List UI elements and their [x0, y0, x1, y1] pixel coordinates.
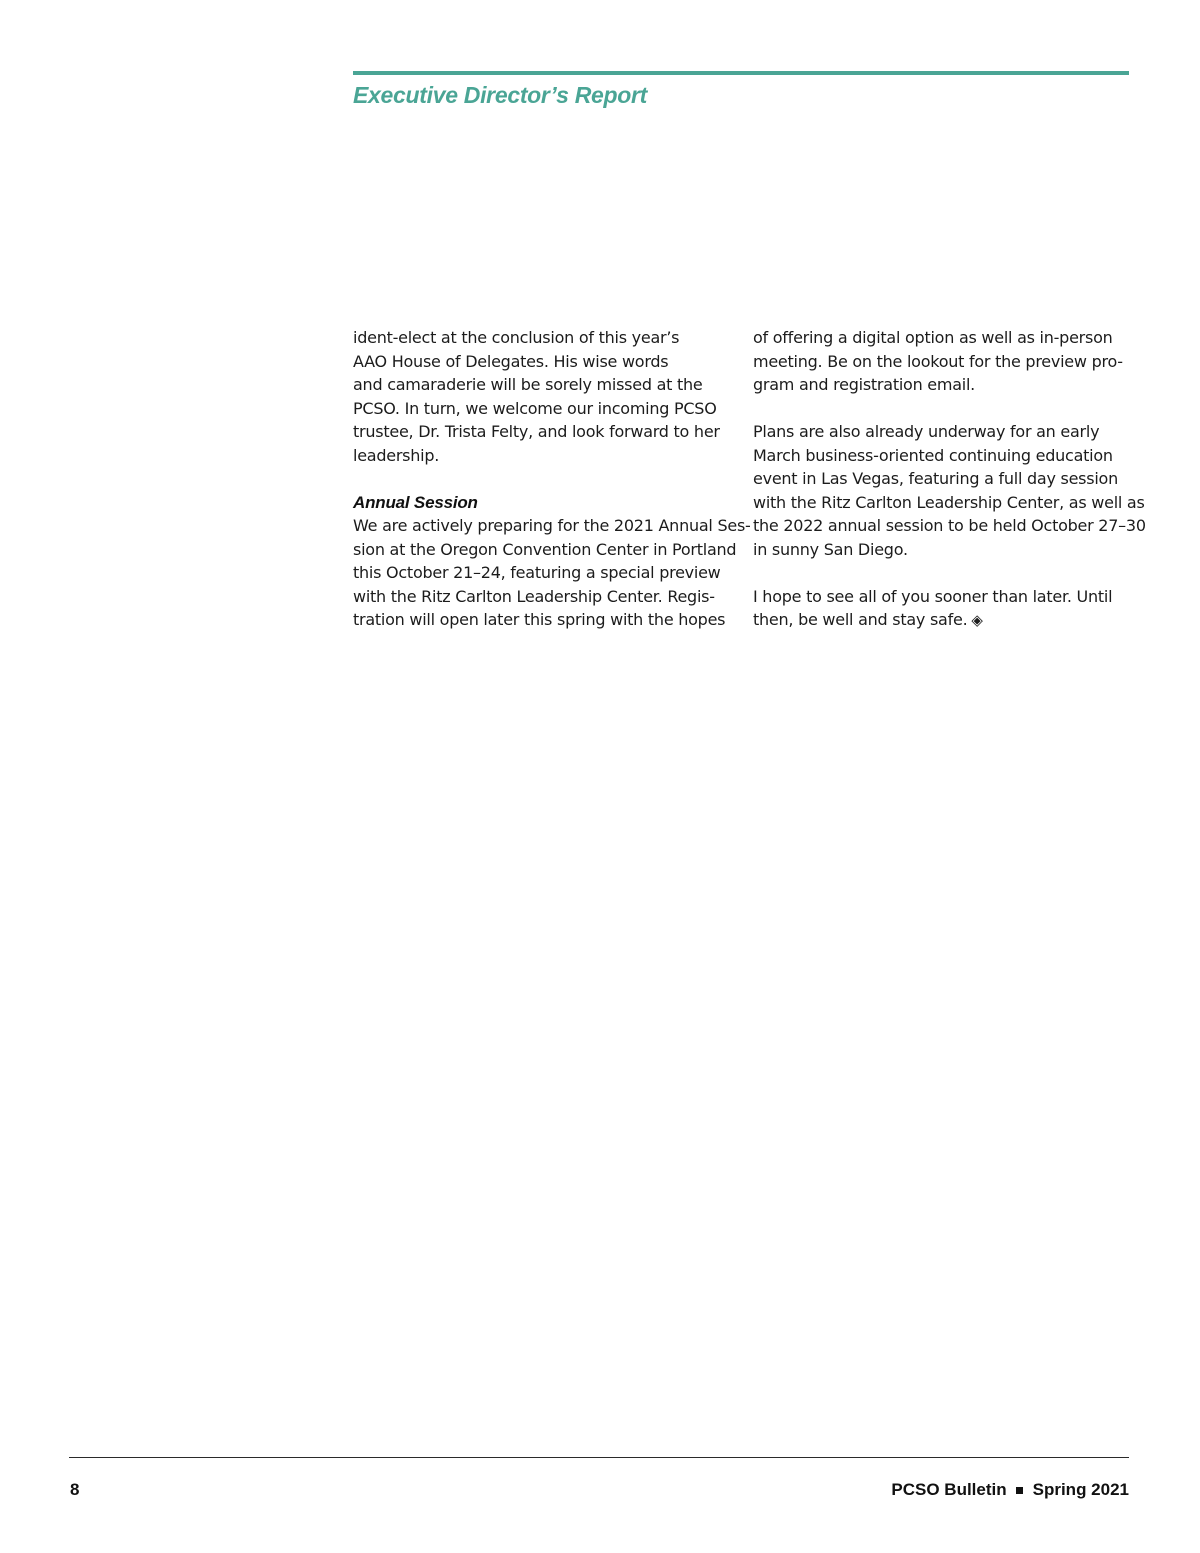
footer-publication-info [891, 1480, 1129, 1500]
body-text-line: tration will open later this spring with the hopes [353, 610, 726, 629]
footer-rule [69, 1457, 1129, 1458]
paragraph-gap [353, 467, 733, 491]
header-rule [353, 71, 1129, 75]
body-text-line: ident-elect at the conclusion of this year’s [353, 328, 680, 347]
body-text-line: the 2022 annual session to be held October 27–30 [753, 516, 1146, 535]
paragraph-gap [753, 397, 1133, 421]
body-text-line: gram and registration email. [753, 375, 976, 394]
body-text-line: leadership. [353, 445, 440, 465]
body-text-line: March business-oriented continuing education [753, 445, 1113, 465]
end-of-article-icon: ◈ [971, 611, 983, 629]
body-text-line: We are actively preparing for the 2021 Annual Ses- [353, 516, 751, 535]
body-text-line: in sunny San Diego. [753, 539, 908, 559]
body-text-line: with the Ritz Carlton Leadership Center. Regis- [353, 586, 715, 606]
body-text-line: PCSO. In turn, we welcome our incoming PCSO [353, 398, 717, 418]
paragraph-gap [753, 561, 1133, 585]
square-separator-icon [1016, 1487, 1023, 1494]
issue-date: Spring 2021 [1032, 1480, 1129, 1499]
left-column [353, 326, 751, 632]
body-text-line [753, 608, 1133, 632]
body-text-line: AAO House of Delegates. His wise words [353, 351, 669, 371]
subheading-annual-session: Annual Session [353, 492, 478, 512]
body-text-line: of offering a digital option as well as in-person [753, 328, 1113, 347]
body-text-line: event in Las Vegas, featuring a full day session [753, 469, 1118, 488]
body-text-line: this October 21–24, featuring a special preview [353, 563, 721, 582]
section-title: Executive Director’s Report [353, 82, 647, 108]
page-number: 8 [70, 1480, 80, 1499]
closing-text: then, be well and stay safe. [753, 610, 968, 629]
right-column [753, 326, 1146, 632]
body-text-line: I hope to see all of you sooner than later. Until [753, 586, 1113, 606]
body-text-line: Plans are also already underway for an early [753, 422, 1100, 441]
body-text-line: trustee, Dr. Trista Felty, and look forward to her [353, 422, 720, 441]
body-text-line: and camaraderie will be sorely missed at the [353, 375, 703, 394]
publication-name: PCSO Bulletin [891, 1480, 1007, 1499]
body-text-line: sion at the Oregon Convention Center in Portland [353, 539, 737, 559]
body-text-line: with the Ritz Carlton Leadership Center, as well as [753, 492, 1145, 512]
body-text-line: meeting. Be on the lookout for the preview pro- [753, 351, 1123, 371]
